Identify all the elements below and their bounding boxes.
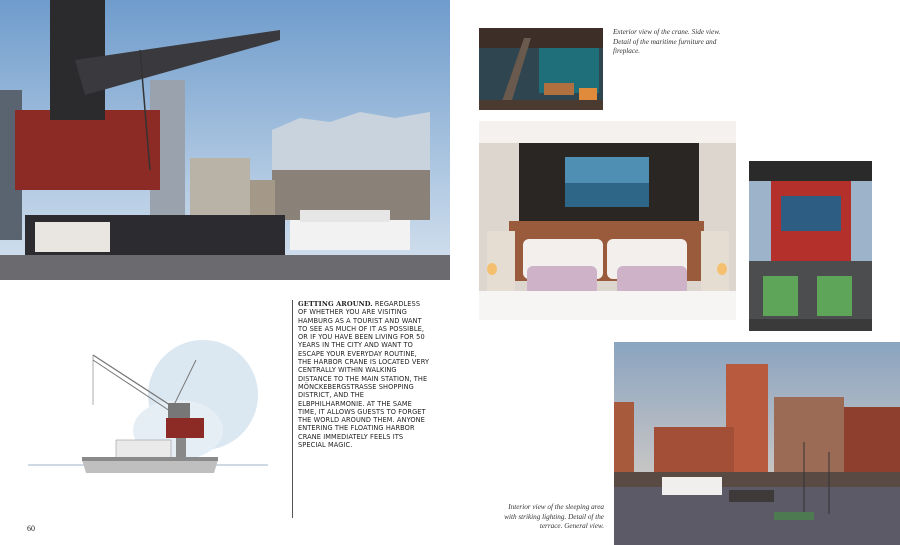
crane-illustration (28, 335, 268, 480)
caption-bottom-right: Interior view of the sleeping area with striking lighting. Detail of the terrace. General view. (504, 503, 604, 530)
harbor-city-photo (614, 342, 900, 545)
harbor-crane-photo (0, 0, 450, 280)
article-body: REGARDLESS OF WHETHER YOU ARE VISITING HAMBURG AS A TOURIST AND WANT TO SEE AS MUCH OF IT AS POSSIBLE, OR IF YOU HAVE BEEN LIVING FOR 50 YEARS IN THE CITY AND WANT TO ESCAPE YOUR EVERYDAY ROUTINE, THE HARBOR CRANE IS LOCATED VERY CENTRALLY WITHIN WALKING DISTANCE TO THE MAIN STATION, THE MÖNCKEBERGSTRASSE SHOPPING DISTRICT, AND THE ELBPHILHARMONIE. AT THE SAME TIME, IT ALLOWS GUESTS TO FORGET THE WORLD AROUND THEM. ANYONE ENTERING THE FLOATING HARBOR CRANE IMMEDIATELY FEELS ITS SPECIAL MAGIC. (298, 300, 430, 450)
column-rule (292, 300, 293, 518)
article-text (298, 300, 430, 449)
caption-top-right: Exterior view of the crane. Side view. Detail of the maritime furniture and fireplace. (613, 28, 721, 55)
crane-cabin-photo (749, 161, 872, 331)
interior-fireplace-photo (479, 28, 603, 110)
article-lead: GETTING AROUND. (298, 300, 373, 308)
bedroom-photo (479, 121, 736, 320)
page-number: 60 (27, 524, 35, 533)
